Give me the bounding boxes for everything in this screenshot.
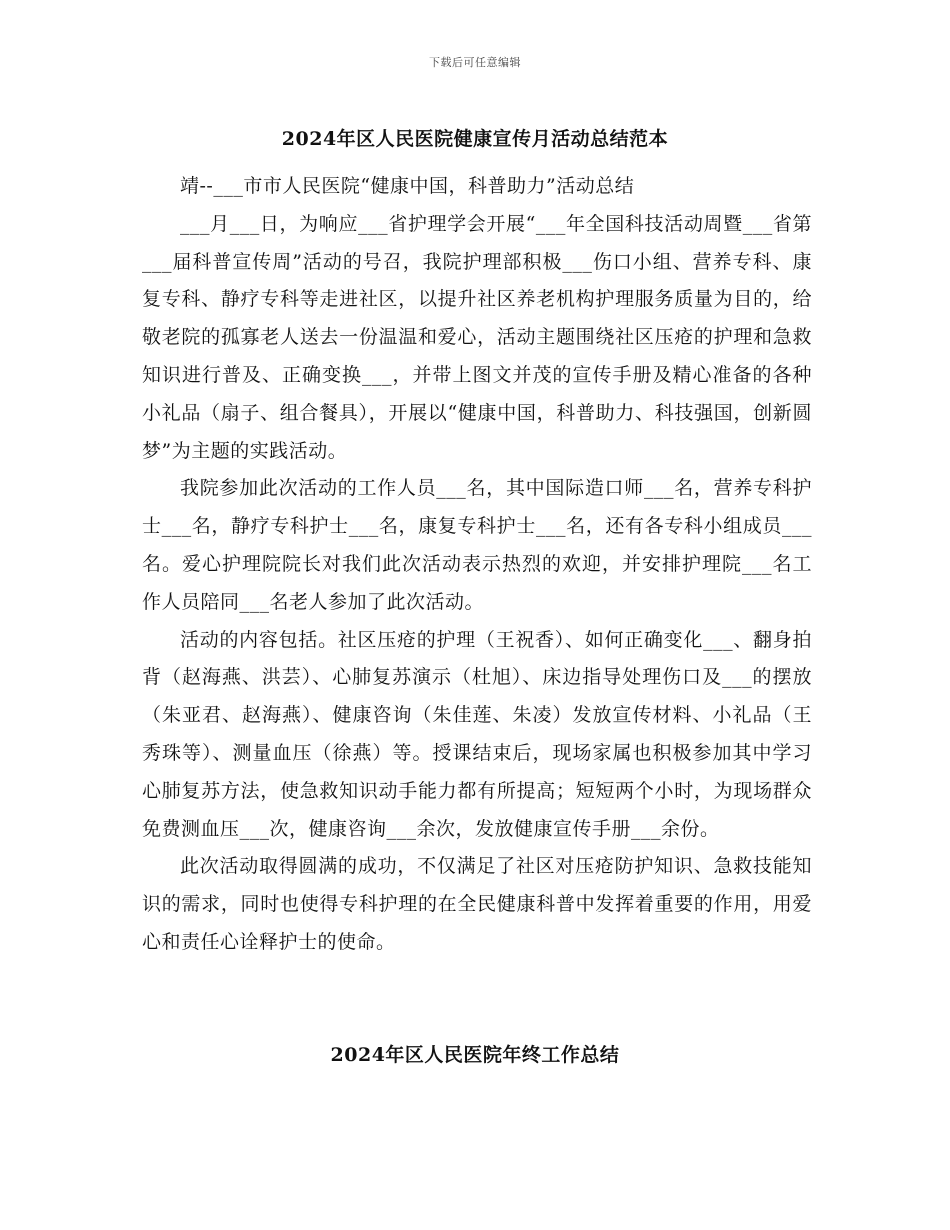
paragraph-event: ___月___日，为响应___省护理学会开展“___年全国科技活动周暨___省第___届科普宣传周”活动的号召，我院护理部积极___伤口小组、营养专科、康复专科、静疗专科等走进社区，以提升社区养老机构护理服务质量为目的，给敬老院的孤寡老人送去一份温温和爱心，活动主题围绕社区压疮的护理和急救知识进行普及、正确变换___，并带上图文并茂的宣传手册及精心准备的各种小礼品（扇子、组合餐具），开展以“健康中国，科普助力、科技强国，创新圆梦”为主题的实践活动。 — [142, 212, 812, 462]
header-note: 下载后可任意编辑 — [429, 56, 521, 69]
next-section-title: 2024年区人民医院年终工作总结 — [330, 1044, 620, 1066]
document-body — [142, 168, 812, 962]
paragraph-content: 活动的内容包括。社区压疮的护理（王祝香）、如何正确变化___、翻身拍背（赵海燕、洪芸）、心肺复苏演示（杜旭）、床边指导处理伤口及___的摆放（朱亚君、赵海燕）、健康咨询（朱佳莲、朱凌）发放宣传材料、小礼品（王秀珠等）、测量血压（徐燕）等。授课结束后，现场家属也积极参加其中学习心肺复苏方法，使急救知识动手能力都有所提高；短短两个小时，为现场群众免费测血压___次，健康咨询___余次，发放健康宣传手册___余份。 — [142, 628, 812, 840]
paragraph-intro: 靖--___市市人民医院“健康中国，科普助力”活动总结 — [180, 175, 635, 197]
paragraph-conclusion: 此次活动取得圆满的成功，不仅满足了社区对压疮防护知识、急救技能知识的需求，同时也使得专科护理的在全民健康科普中发挥着重要的作用，用爱心和责任心诠释护士的使命。 — [142, 855, 812, 953]
paragraph-staff: 我院参加此次活动的工作人员___名，其中国际造口师___名，营养专科护士___名，静疗专科护士___名，康复专科护士___名，还有各专科小组成员___名。爱心护理院院长对我们此次活动表示热烈的欢迎，并安排护理院___名工作人员陪同___名老人参加了此次活动。 — [142, 477, 812, 613]
document-title: 2024年区人民医院健康宣传月活动总结范本 — [281, 128, 669, 150]
